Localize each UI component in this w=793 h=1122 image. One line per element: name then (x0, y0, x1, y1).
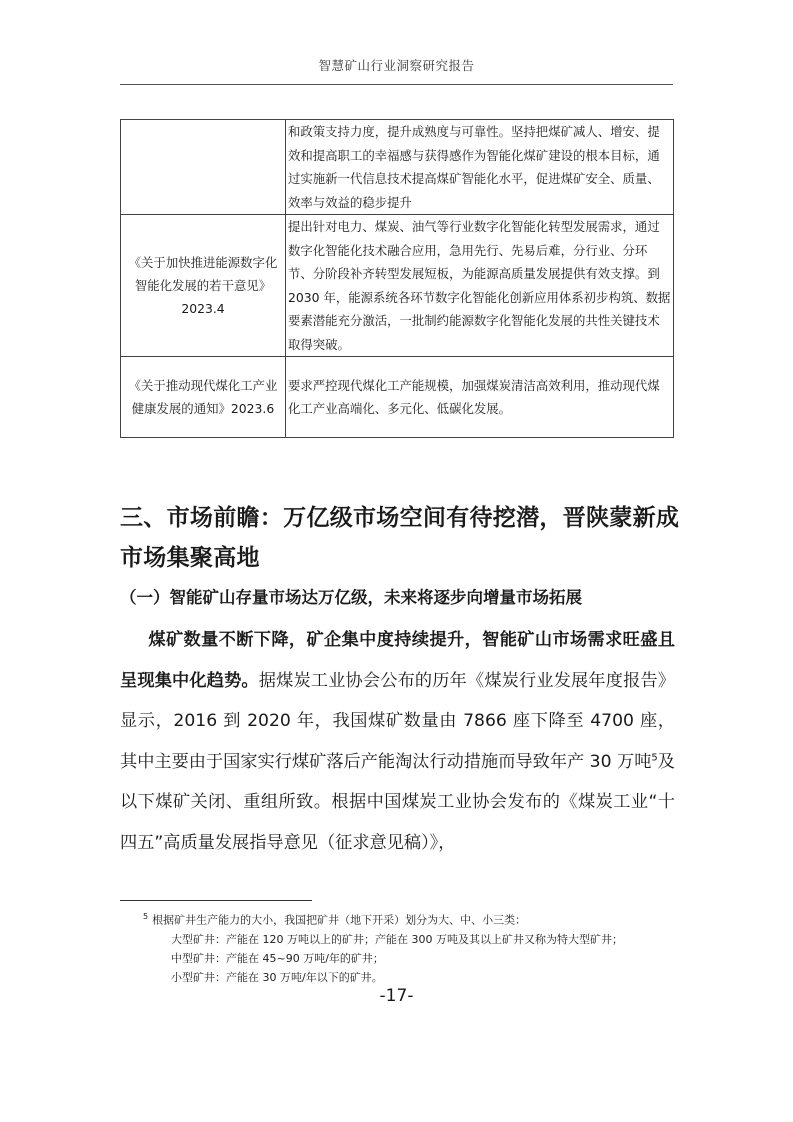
policy-name-cell: 《关于加快推进能源数字化智能化发展的若干意见》2023.4 (121, 215, 286, 357)
footnote-intro: 根据矿井生产能力的大小，我国把矿井（地下开采）划分为大、中、小三类： (152, 913, 527, 927)
footnote-line: 大型矿井：产能在 120 万吨以上的矿井；产能在 300 万吨及其以上矿井又称为特大型矿井； (171, 932, 623, 946)
footnote-divider (120, 900, 312, 901)
footnote-line: 中型矿井：产能在 45~90 万吨/年的矿井； (171, 951, 384, 965)
policy-name-cell: 《关于推动现代煤化工产业健康发展的通知》2023.6 (121, 357, 286, 438)
subsection-heading: （一）智能矿山存量市场达万亿级，未来将逐步向增量市场拓展 (120, 588, 582, 607)
table-row (121, 215, 674, 357)
policy-table (120, 119, 674, 438)
page-number: -17- (379, 986, 414, 1006)
paragraph-body-text: 据煤炭工业协会公布的历年《煤炭行业发展年度报告》显示，2016 到 2020 年，我国煤矿数量由 7866 座下降至 4700 座，其中主要由于国家实行煤矿落后产能淘汰行动措施而导致年产 30 万吨 (120, 670, 675, 772)
footnote-intro-line (143, 907, 683, 930)
body-paragraph (120, 620, 675, 863)
table-row (121, 120, 674, 215)
section-heading: 三、市场前瞻：万亿级市场空间有待挖潜，晋陕蒙新成市场集聚高地 (120, 505, 680, 571)
policy-description-cell: 要求严控现代煤化工产能规模，加强煤炭清洁高效利用，推动现代煤化工产业高端化、多元化、低碳化发展。 (286, 357, 674, 438)
footnote-reference: 5 (651, 751, 658, 763)
footnote-line: 小型矿井：产能在 30 万吨/年以下的矿井。 (171, 970, 383, 984)
footnote (143, 907, 683, 987)
header-divider (120, 84, 673, 85)
paragraph-lead-sentence: 煤矿数量不断下降，矿企集中度持续提升，智能矿山市场需求旺盛且呈现集中化趋势。 (120, 630, 675, 691)
policy-description-cell: 和政策支持力度，提升成熟度与可靠性。坚持把煤矿减人、增安、提效和提高职工的幸福感与获得感作为智能化煤矿建设的根本目标，通过实施新一代信息技术提高煤矿智能化水平，促进煤矿安全、质量、效率与效益的稳步提升 (286, 120, 674, 215)
page-header-title: 智慧矿山行业洞察研究报告 (318, 58, 475, 73)
policy-description-cell: 提出针对电力、煤炭、油气等行业数字化智能化转型发展需求，通过数字化智能化技术融合应用，急用先行、先易后难，分行业、分环节、分阶段补齐转型发展短板，为能源高质量发展提供有效支撑。到 2030 年，能源系统各环节数字化智能化创新应用体系初步构筑、数据要素潜能充分激活，一批制约能源数字化智能化发展的共性关键技术取得突破。 (286, 215, 674, 357)
policy-name-cell (121, 120, 286, 215)
footnote-marker: 5 (143, 912, 149, 921)
table-row (121, 357, 674, 438)
paragraph-body-text-continued: 及以下煤矿关闭、重组所致。根据中国煤炭工业协会发布的《煤炭工业“十四五”高质量发展指导意见（征求意见稿）》， (120, 751, 675, 853)
